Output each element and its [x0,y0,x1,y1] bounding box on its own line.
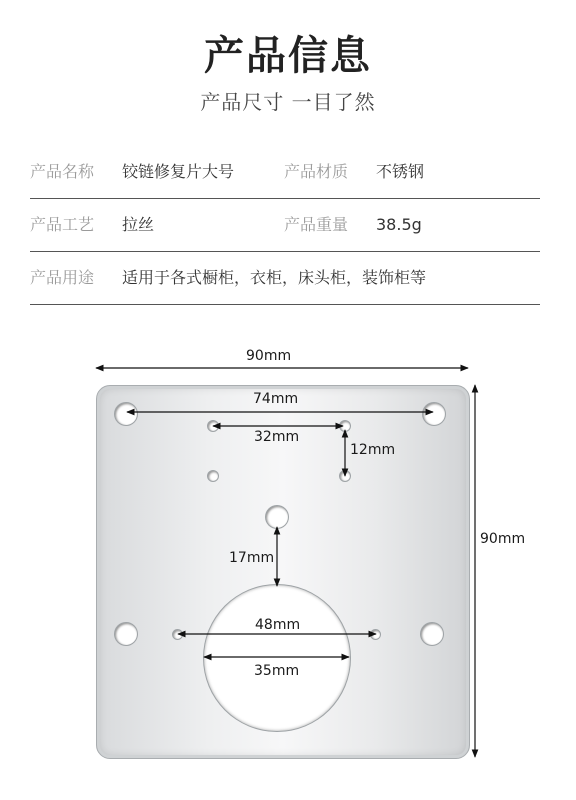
spec-value-weight: 38.5g [376,215,422,234]
spec-value-usage: 适用于各式橱柜，衣柜，床头柜，装饰柜等 [122,268,427,287]
dim-label-inner-hole-spacing: 32mm [254,429,300,445]
dim-label-vertical-hole-spacing: 12mm [350,442,396,458]
spec-label-weight: 产品重量 [284,215,349,234]
dim-label-outer-hole-spacing: 74mm [253,391,299,407]
spec-value-material: 不锈钢 [376,162,425,181]
page-title: 产品信息 [204,33,372,79]
spec-value-process: 拉丝 [122,215,155,234]
dim-label-center-offset: 17mm [229,550,275,566]
spec-label-usage: 产品用途 [30,268,95,287]
dim-label-lower-hole-spacing: 48mm [255,617,301,633]
dim-label-overall-height: 90mm [480,531,526,547]
dim-label-cup-diameter: 35mm [254,663,300,679]
spec-value-name: 铰链修复片大号 [122,162,235,181]
page-subtitle: 产品尺寸 一目了然 [200,90,376,114]
dim-label-overall-width: 90mm [246,348,292,364]
spec-label-process: 产品工艺 [30,215,95,234]
spec-label-material: 产品材质 [284,162,349,181]
spec-label-name: 产品名称 [30,162,95,181]
